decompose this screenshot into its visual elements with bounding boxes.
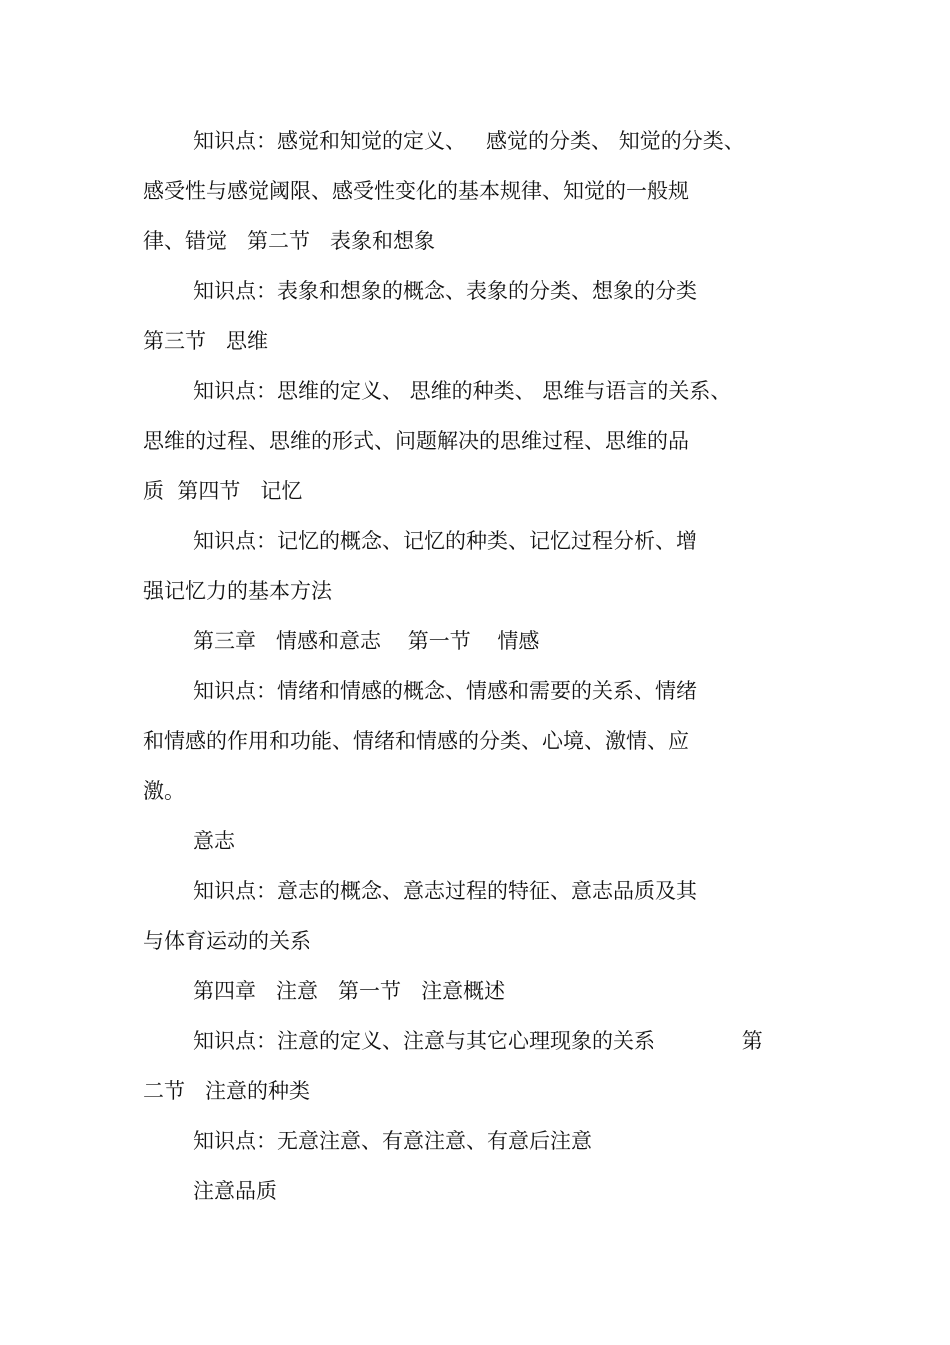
section-heading: 第三节 思维 bbox=[143, 329, 269, 353]
text-line: 感受性与感觉阈限、感受性变化的基本规律、知觉的一般规 bbox=[143, 179, 689, 203]
text-line: 知识点：记忆的概念、记忆的种类、记忆过程分析、增 bbox=[193, 529, 697, 553]
text-line: 知识点：表象和想象的概念、表象的分类、想象的分类 bbox=[193, 279, 697, 303]
text-line: 质 第四节 记忆 bbox=[143, 479, 303, 503]
section-heading: 注意品质 bbox=[193, 1179, 277, 1203]
chapter-heading: 第三章 情感和意志 第一节 情感 bbox=[193, 629, 540, 653]
text-line: 与体育运动的关系 bbox=[143, 929, 311, 953]
text-line: 知识点：情绪和情感的概念、情感和需要的关系、情绪 bbox=[193, 679, 697, 703]
text-line: 知识点：思维的定义、 思维的种类、 思维与语言的关系、 bbox=[193, 379, 732, 403]
text-line: 激。 bbox=[143, 779, 185, 803]
text-line: 思维的过程、思维的形式、问题解决的思维过程、思维的品 bbox=[143, 429, 689, 453]
text-line: 强记忆力的基本方法 bbox=[143, 579, 332, 603]
text-line: 知识点：无意注意、有意注意、有意后注意 bbox=[193, 1129, 592, 1153]
text-line: 和情感的作用和功能、情绪和情感的分类、心境、激情、应 bbox=[143, 729, 689, 753]
chapter-heading: 第四章 注意 第一节 注意概述 bbox=[193, 979, 506, 1003]
text-line: 律、错觉 第二节 表象和想象 bbox=[143, 229, 436, 253]
text-line: 知识点：感觉和知觉的定义、 感觉的分类、 知觉的分类、 bbox=[193, 129, 745, 153]
text-line: 知识点：意志的概念、意志过程的特征、意志品质及其 bbox=[193, 879, 697, 903]
text-line: 知识点：注意的定义、注意与其它心理现象的关系 第 bbox=[193, 1029, 763, 1053]
section-heading: 意志 bbox=[193, 829, 235, 853]
section-heading: 二节 注意的种类 bbox=[143, 1079, 311, 1103]
